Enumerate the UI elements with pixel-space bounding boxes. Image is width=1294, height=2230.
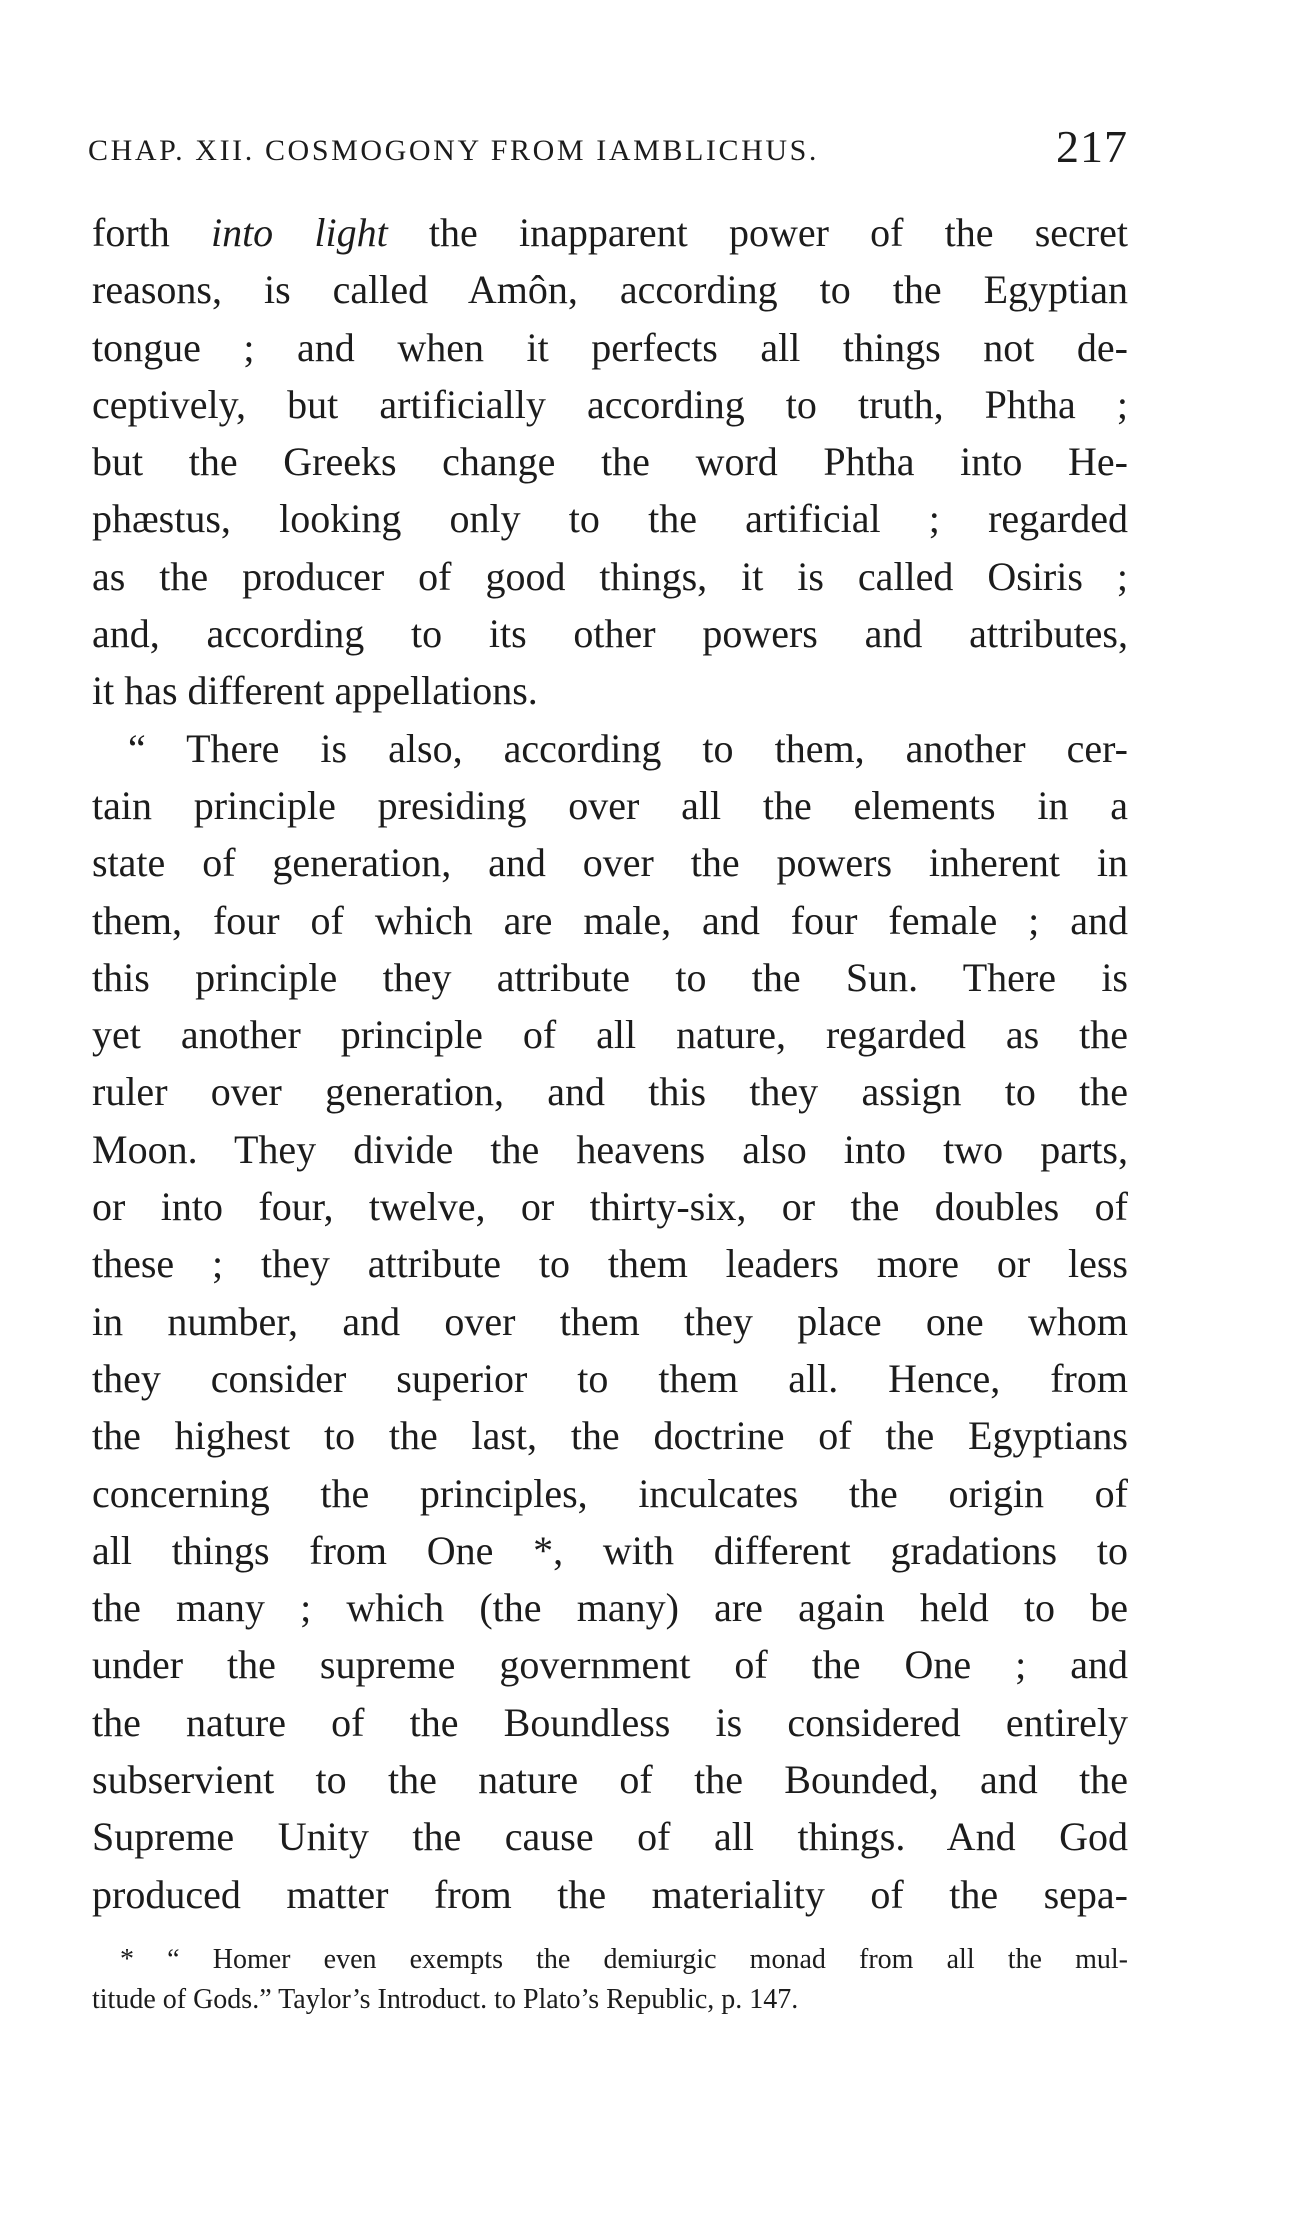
text-line: all things from One *, with different gradations to xyxy=(92,1527,1128,1573)
text-line: “ There is also, according to them, another cer- xyxy=(128,725,1128,771)
text-line: Moon. They divide the heavens also into two parts, xyxy=(92,1126,1128,1172)
text-line: and, according to its other powers and attributes, xyxy=(92,611,1128,657)
running-title: CHAP. XII. COSMOGONY FROM IAMBLICHUS. xyxy=(88,134,820,167)
body-text xyxy=(92,204,1128,1923)
text-line: Supreme Unity the cause of all things. And God xyxy=(92,1814,1128,1860)
footnote xyxy=(92,1940,1128,2020)
italic-phrase: into light xyxy=(210,210,388,255)
text-segment: forth xyxy=(92,210,211,255)
text-line: tain principle presiding over all the elements in a xyxy=(92,782,1128,828)
text-line: the nature of the Boundless is considered entirely xyxy=(92,1699,1128,1745)
text-line: as the producer of good things, it is called Osiris ; xyxy=(92,553,1128,599)
text-line xyxy=(92,204,1128,261)
text-line: these ; they attribute to them leaders more or less xyxy=(92,1241,1128,1287)
text-line: under the supreme government of the One ; and xyxy=(92,1642,1128,1688)
text-line: in number, and over them they place one whom xyxy=(92,1298,1128,1344)
text-line: or into four, twelve, or thirty-six, or the doubles of xyxy=(92,1184,1128,1230)
text-line: yet another principle of all nature, regarded as the xyxy=(92,1012,1128,1058)
text-segment: the inapparent power of the secret xyxy=(387,210,1128,255)
text-line: it has different appellations. xyxy=(92,668,538,714)
text-line: ceptively, but artificially according to truth, Phtha ; xyxy=(92,381,1128,427)
text-line: this principle they attribute to the Sun. There is xyxy=(92,954,1128,1000)
text-line: state of generation, and over the powers inherent in xyxy=(92,840,1128,886)
footnote-line: * “ Homer even exempts the demiurgic monad from all the mul- xyxy=(120,1944,1128,1975)
text-line: produced matter from the materiality of the sepa- xyxy=(92,1871,1128,1917)
text-line: they consider superior to them all. Hence, from xyxy=(92,1355,1128,1401)
text-line: them, four of which are male, and four female ; and xyxy=(92,897,1128,943)
text-line: phæstus, looking only to the artificial ; regarded xyxy=(92,496,1128,542)
running-head xyxy=(88,120,1128,180)
text-line: the many ; which (the many) are again held to be xyxy=(92,1585,1128,1631)
text-line: but the Greeks change the word Phtha into He- xyxy=(92,439,1128,485)
page-number: 217 xyxy=(1056,121,1128,172)
text-line: tongue ; and when it perfects all things not de- xyxy=(92,324,1128,370)
text-line: concerning the principles, inculcates the origin of xyxy=(92,1470,1128,1516)
footnote-line: titude of Gods.” Taylor’s Introduct. to Plato’s Republic, p. 147. xyxy=(92,1984,799,2015)
text-line: reasons, is called Amôn, according to the Egyptian xyxy=(92,267,1128,313)
text-line: subservient to the nature of the Bounded, and the xyxy=(92,1757,1128,1803)
text-line: the highest to the last, the doctrine of the Egyptians xyxy=(92,1413,1128,1459)
text-line: ruler over generation, and this they assign to the xyxy=(92,1069,1128,1115)
